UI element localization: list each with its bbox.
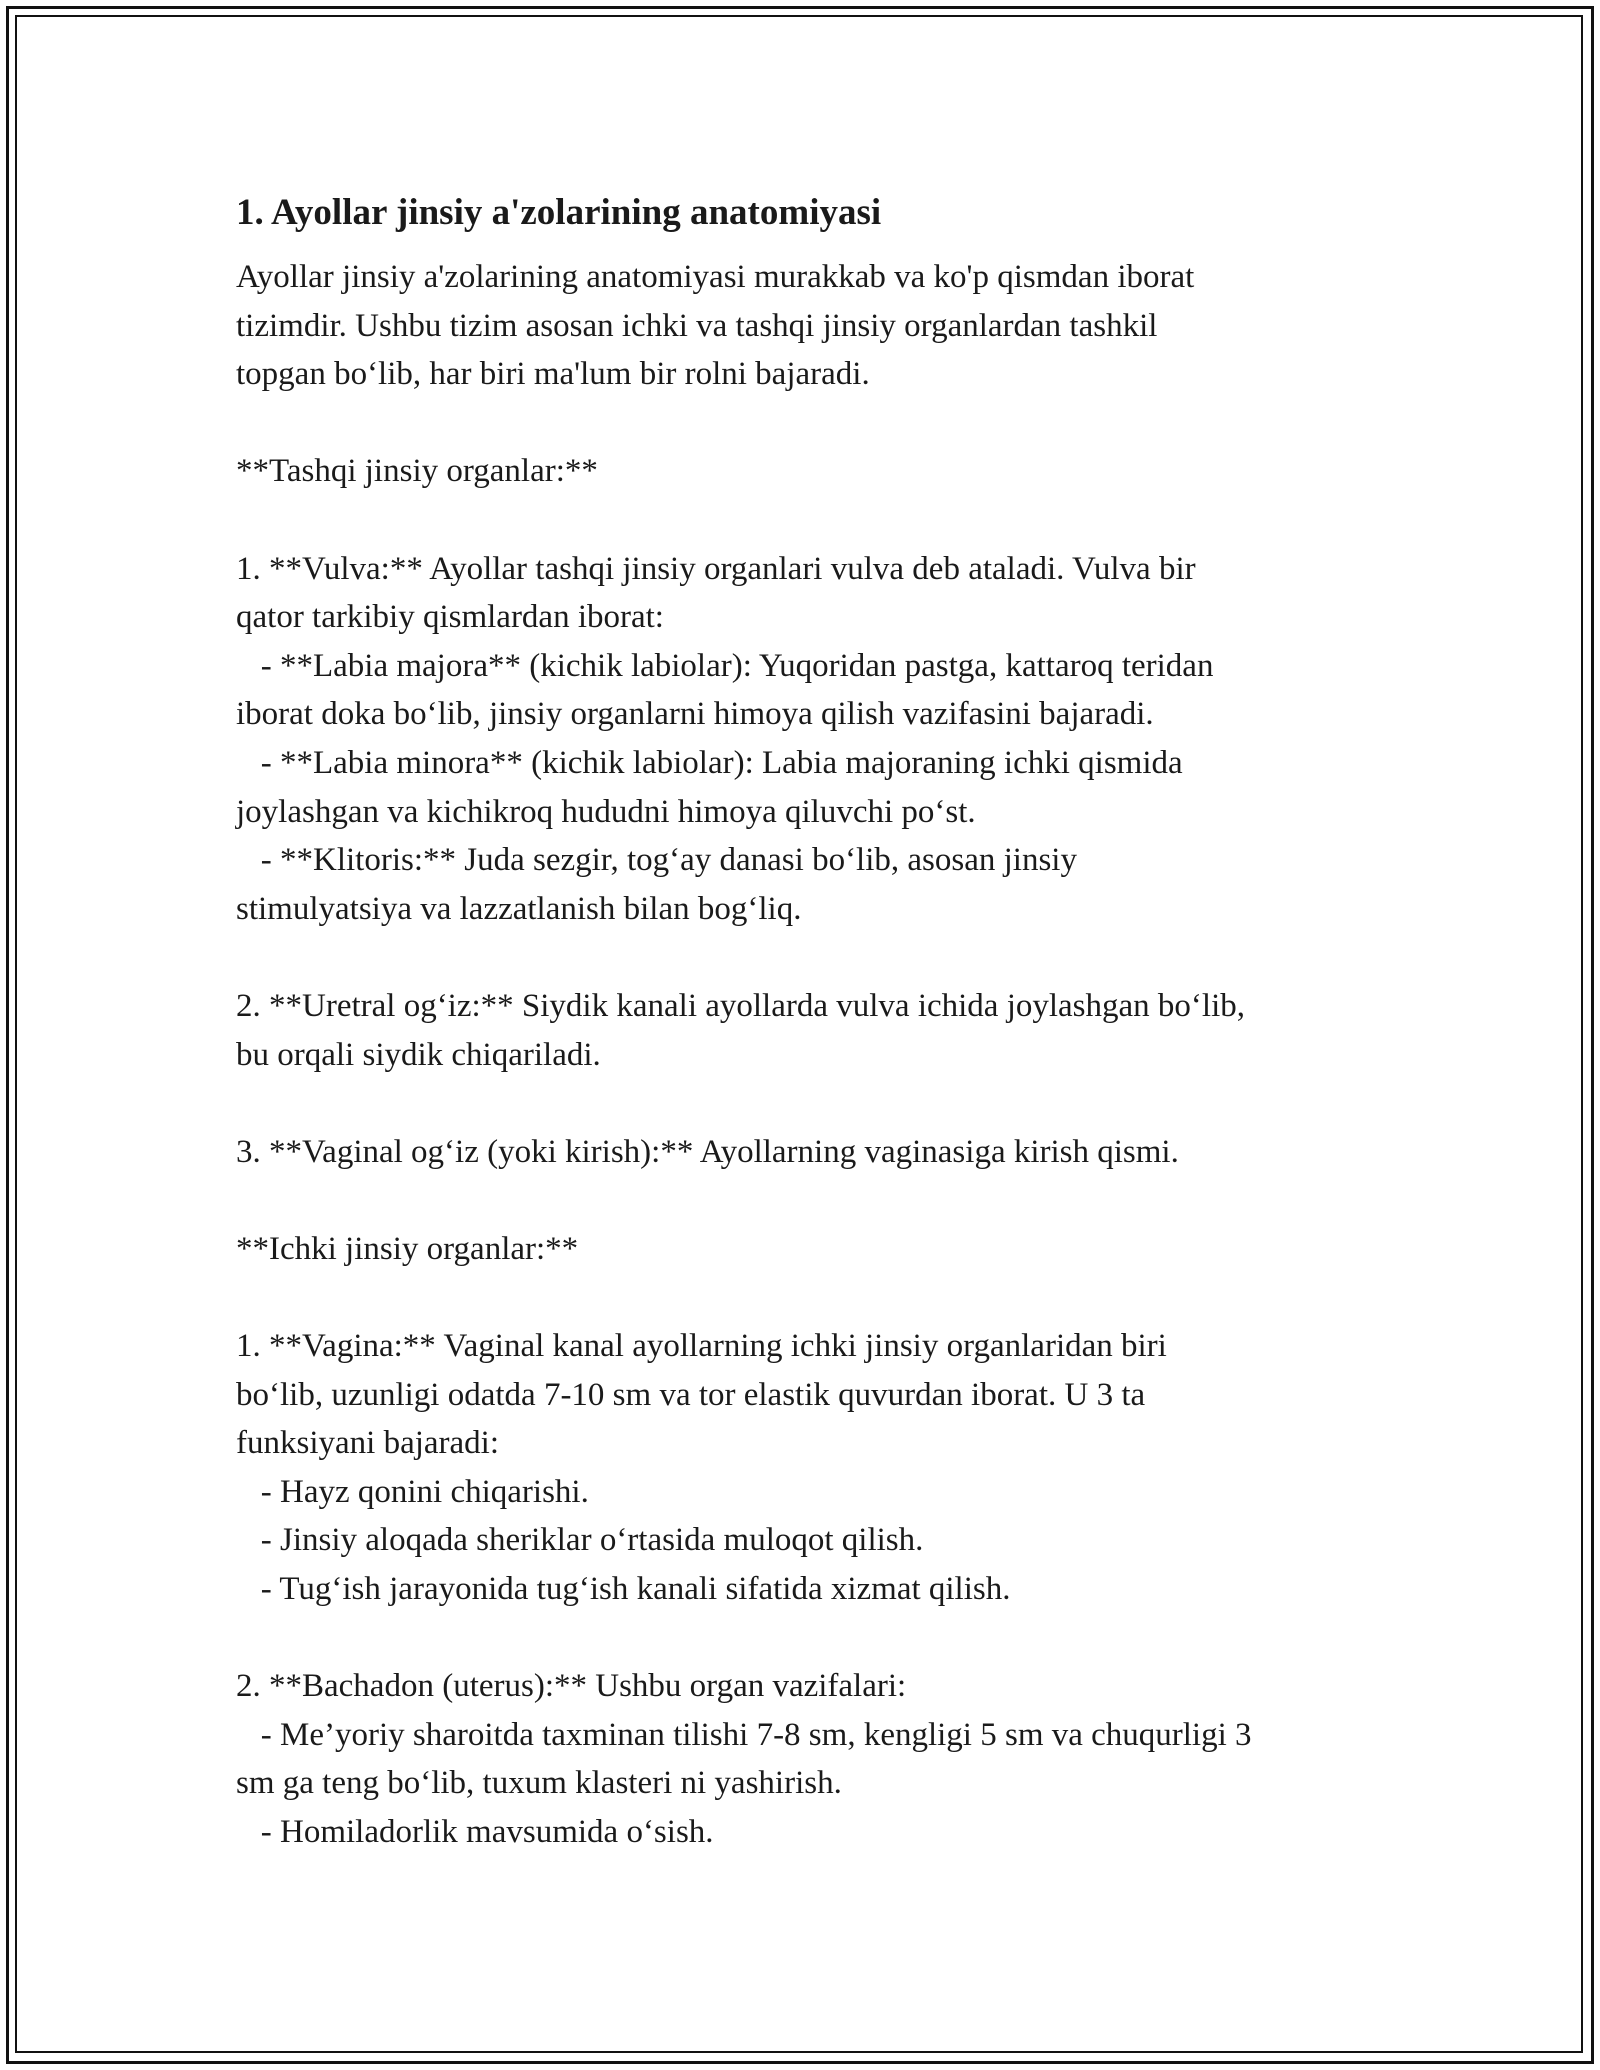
blank-line: [236, 1273, 1396, 1322]
text-line: joylashgan va kichikroq hududni himoya qiluvchi po‘st.: [236, 793, 976, 830]
text-line: - Homiladorlik mavsumida o‘sish.: [236, 1814, 714, 1850]
text-line: - **Klitoris:** Juda sezgir, tog‘ay danasi bo‘lib, asosan jinsiy: [236, 842, 1077, 879]
document-body: [236, 185, 1396, 1857]
text-line: 2. **Bachadon (uterus):** Ushbu organ vazifalari:: [236, 1668, 907, 1705]
text-line: stimulyatsiya va lazzatlanish bilan bog‘liq.: [236, 890, 802, 927]
text-line: Ayollar jinsiy a'zolarining anatomiyasi murakkab va ko'p qismdan iborat: [236, 259, 1195, 295]
text-line: - Jinsiy aloqada sheriklar o‘rtasida muloqot qilish.: [236, 1522, 924, 1559]
text-line: 1. **Vagina:** Vaginal kanal ayollarning ichki jinsiy organlaridan biri: [236, 1328, 1167, 1365]
blank-line: [236, 933, 1396, 982]
blank-line: [236, 399, 1396, 448]
document-heading: 1. Ayollar jinsiy a'zolarining anatomiyasi: [236, 192, 882, 233]
text-line: funksiyani bajaradi:: [236, 1425, 500, 1462]
text-line: **Ichki jinsiy organlar:**: [236, 1230, 579, 1267]
blank-line: [236, 496, 1396, 545]
text-line: 3. **Vaginal og‘iz (yoki kirish):** Ayollarning vaginasiga kirish qismi.: [236, 1133, 1179, 1170]
text-line: tizimdir. Ushbu tizim asosan ichki va tashqi jinsiy organlardan tashkil: [236, 307, 1158, 344]
text-line: 2. **Uretral og‘iz:** Siydik kanali ayollarda vulva ichida joylashgan bo‘lib,: [236, 987, 1245, 1024]
blank-line: [236, 1614, 1396, 1663]
text-line: - Me’yoriy sharoitda taxminan tilishi 7-8 sm, kengligi 5 sm va chuqurligi 3: [236, 1716, 1252, 1753]
text-line: 1. **Vulva:** Ayollar tashqi jinsiy organlari vulva deb ataladi. Vulva bir: [236, 550, 1196, 587]
document-text: [236, 253, 1396, 1857]
text-line: - Hayz qonini chiqarishi.: [236, 1473, 589, 1510]
text-line: qator tarkibiy qismlardan iborat:: [236, 599, 664, 636]
blank-line: [236, 1079, 1396, 1128]
blank-line: [236, 1176, 1396, 1225]
text-line: topgan bo‘lib, har biri ma'lum bir rolni bajaradi.: [236, 356, 870, 393]
text-line: - Tug‘ish jarayonida tug‘ish kanali sifatida xizmat qilish.: [236, 1571, 1011, 1608]
text-line: iborat doka bo‘lib, jinsiy organlarni himoya qilish vazifasini bajaradi.: [236, 696, 1154, 733]
text-line: - **Labia minora** (kichik labiolar): Labia majoraning ichki qismida: [236, 744, 1183, 781]
text-line: bu orqali siydik chiqariladi.: [236, 1036, 601, 1073]
text-line: sm ga teng bo‘lib, tuxum klasteri ni yashirish.: [236, 1765, 842, 1802]
text-line: - **Labia majora** (kichik labiolar): Yuqoridan pastga, kattaroq teridan: [236, 647, 1214, 684]
text-line: bo‘lib, uzunligi odatda 7-10 sm va tor elastik quvurdan iborat. U 3 ta: [236, 1376, 1146, 1413]
text-line: **Tashqi jinsiy organlar:**: [236, 453, 598, 490]
